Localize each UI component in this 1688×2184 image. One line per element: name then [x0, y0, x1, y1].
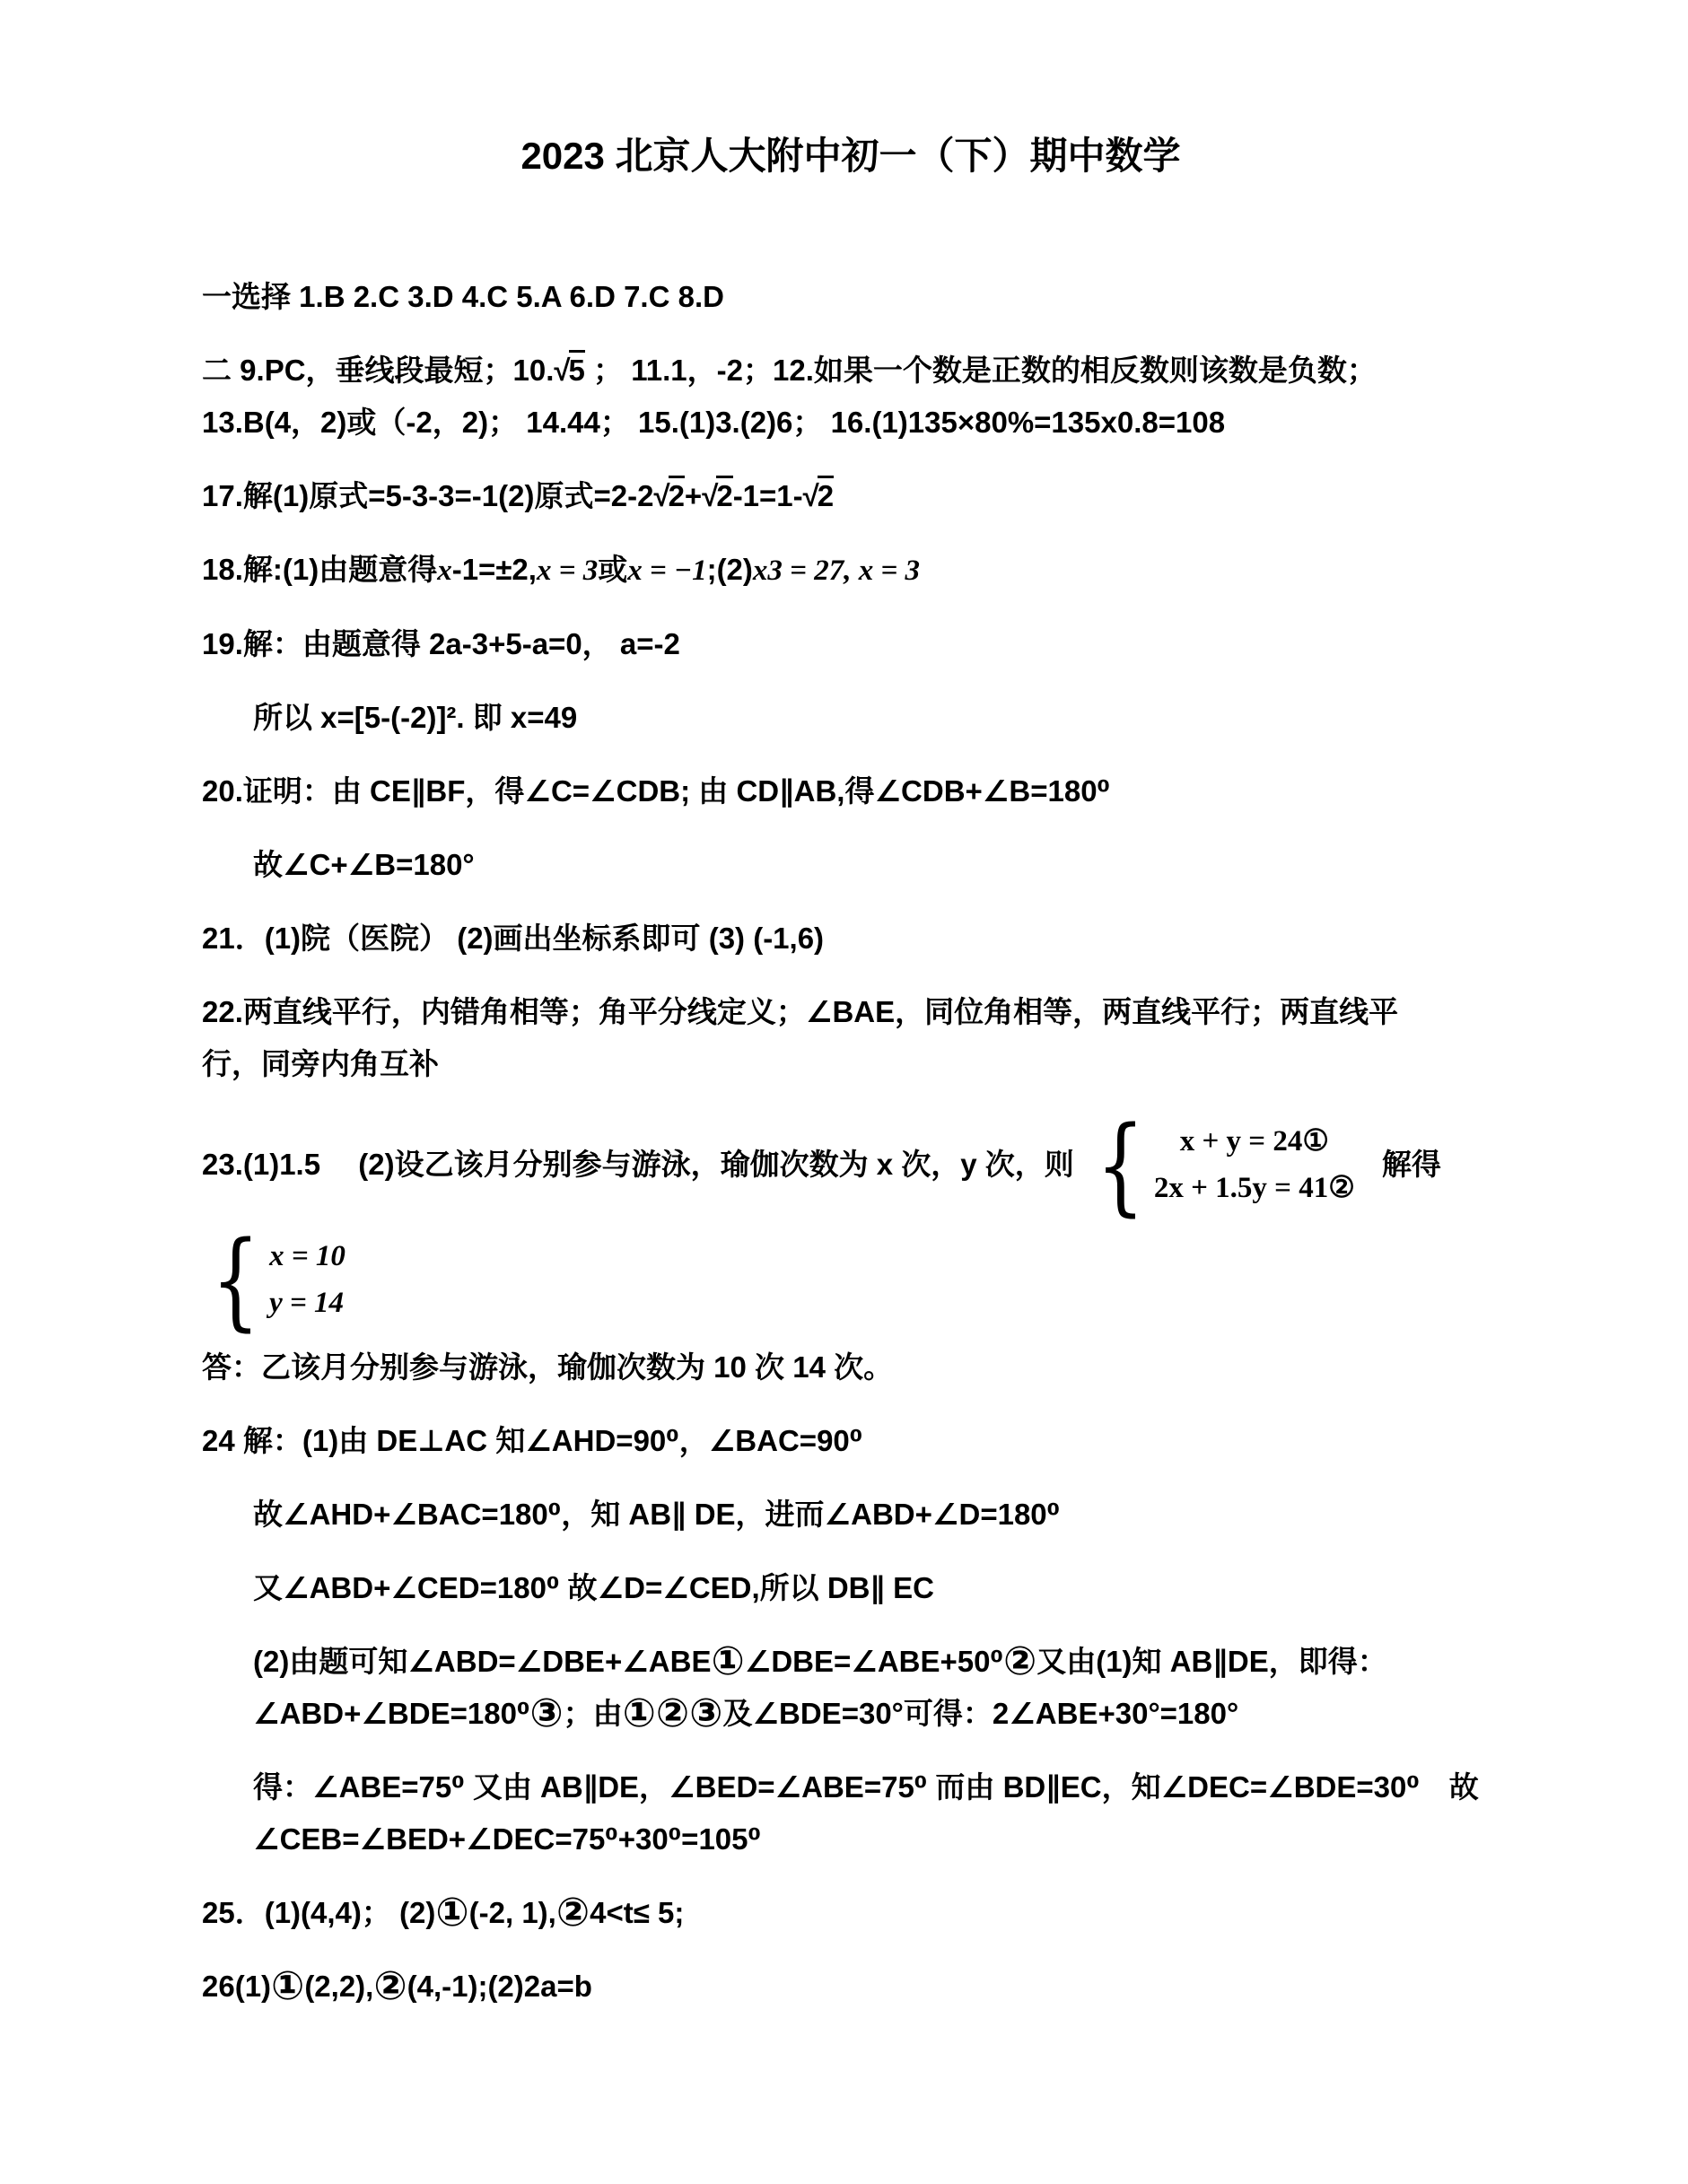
q26-text-c: (4,-1);(2)2a=b [407, 1970, 592, 2003]
q18-math-x3: x = 3 [536, 555, 599, 587]
q22-line-2 [202, 1038, 1500, 1090]
left-brace: { [1096, 1103, 1145, 1227]
q24-conclusion-block [253, 1761, 1500, 1865]
fill-line-2 [202, 397, 1500, 449]
q20-line-2 [253, 839, 1500, 891]
left-brace: { [211, 1218, 260, 1341]
q19-text-1: 19.解：由题意得 2a-3+5-a=0， a=-2 [202, 627, 680, 660]
q24-text-5a: ∠ABD+∠BDE=180⁰ [253, 1697, 530, 1730]
q22-line-1 [202, 986, 1500, 1038]
sqrt-sign: √ [702, 479, 719, 512]
q24-line-2 [253, 1489, 1500, 1541]
q25-line [202, 1887, 1500, 1939]
solution-system [202, 1218, 345, 1341]
q22-block [202, 986, 1500, 1090]
q20-text-2: 故∠C+∠B=180° [253, 848, 475, 881]
q23-answer-line [202, 1341, 1500, 1393]
q17-line [202, 470, 1500, 522]
q25-text-b: (-2, 1), [468, 1896, 556, 1929]
q24-part2-block [253, 1636, 1500, 1740]
q18-text-c: 或 [598, 553, 628, 586]
q24-text-7: ∠CEB=∠BED+∠DEC=75⁰+30⁰=105⁰ [253, 1822, 761, 1856]
equation-column [1154, 1118, 1355, 1211]
q24-line-4 [253, 1636, 1500, 1688]
q23-intro-text: 23.(1)1.5 (2)设乙该月分别参与游泳，瑜伽次数为 x 次，y 次，则 [202, 1148, 1074, 1181]
q24-line-7 [253, 1813, 1500, 1865]
equation-1: x + y = 24① [1179, 1125, 1329, 1158]
answer-choice-line [202, 271, 1500, 323]
sqrt-radicand: 2 [818, 476, 834, 512]
equation-system [1087, 1103, 1355, 1227]
q20-line-1 [202, 765, 1500, 817]
q24-line-5 [253, 1688, 1500, 1740]
q18-text-a: 18.解:(1)由题意得 [202, 553, 438, 586]
q17-text-b: + [684, 479, 703, 512]
q18-math-cube: x3 = 27, x = 3 [752, 555, 921, 587]
q19-text-2: 所以 x=[5-(-2)]². 即 x=49 [253, 701, 578, 734]
q18-text-b: -1=±2, [451, 553, 537, 586]
fill-line-2-text: 13.B(4，2)或（-2，2)； 14.44； 15.(1)3.(2)6； 16.(1)135×80%=135x0.8=108 [202, 406, 1226, 439]
solution-x: x = 10 [269, 1240, 345, 1272]
circled-2: ② [1002, 1639, 1037, 1683]
q24-text-5c: 及∠BDE=30°可得：2∠ABE+30°=180° [722, 1697, 1239, 1730]
sqrt-radicand: 2 [716, 476, 732, 512]
equation-2: 2x + 1.5y = 41② [1153, 1172, 1355, 1204]
fill-line-1-text-b: ； 11.1，-2；12.如果一个数是正数的相反数则该数是负数； [584, 354, 1377, 387]
circled-123: ①②③ [622, 1691, 723, 1735]
q18-math-x: x [437, 555, 452, 587]
solution-column [269, 1233, 345, 1326]
q24-line-1 [202, 1415, 1500, 1467]
circled-1: ① [711, 1639, 745, 1683]
sqrt-sign: √ [802, 479, 819, 512]
q18-text-d: ;(2) [706, 553, 753, 586]
q25-text-c: 4<t≤ 5; [590, 1896, 685, 1929]
q24-text-4c: 又由(1)知 AB∥DE，即得： [1036, 1645, 1387, 1678]
fill-line-1 [202, 345, 1500, 397]
q25-text-a: 25．(1)(4,4)； (2) [202, 1896, 436, 1929]
circled-2: ② [555, 1891, 590, 1935]
sqrt-sign: √ [554, 354, 571, 387]
doc-title: 2023 北京人大附中初一（下）期中数学 [520, 135, 1181, 177]
q18-line [202, 544, 1500, 597]
q23-answer-text: 答：乙该月分别参与游泳，瑜伽次数为 10 次 14 次。 [202, 1350, 894, 1384]
q24-text-1: 24 解：(1)由 DE⊥AC 知∠AHD=90⁰，∠BAC=90⁰ [202, 1424, 863, 1457]
q26-text-b: (2,2), [304, 1970, 374, 2003]
sqrt-radicand: 2 [669, 476, 685, 512]
q24-line-3 [253, 1562, 1500, 1614]
q22-text-2: 行，同旁内角互补 [202, 1047, 439, 1080]
q18-math-xneg1: x = −1 [627, 555, 707, 587]
q24-line-6 [253, 1761, 1500, 1813]
q23-solve-label: 解得 [1381, 1148, 1441, 1181]
q21-line [202, 913, 1500, 965]
q17-text-c: -1=1- [732, 479, 803, 512]
sqrt-sign: √ [653, 479, 670, 512]
circled-3: ③ [529, 1691, 564, 1735]
fill-line-1-text-a: 二 9.PC，垂线段最短；10. [202, 354, 555, 387]
q20-text-1: 20.证明：由 CE∥BF，得∠C=∠CDB; 由 CD∥AB,得∠CDB+∠B=180⁰ [202, 774, 1111, 808]
q24-text-5b: ；由 [563, 1697, 623, 1730]
q26-line [202, 1961, 1500, 2013]
q24-text-3: 又∠ABD+∠CED=180⁰ 故∠D=∠CED,所以 DB∥ EC [253, 1571, 935, 1604]
circled-2: ② [373, 1964, 407, 2008]
answer-fill-block [202, 345, 1500, 449]
q21-text: 21．(1)院（医院） (2)画出坐标系即可 (3) (-1,6) [202, 922, 825, 955]
q19-line-1 [202, 618, 1500, 670]
q26-text-a: 26(1) [202, 1970, 272, 2003]
q24-text-4a: (2)由题可知∠ABD=∠DBE+∠ABE [253, 1645, 712, 1678]
solution-y: y = 14 [269, 1287, 345, 1319]
circled-1: ① [271, 1964, 305, 2008]
circled-1: ① [435, 1891, 469, 1935]
sqrt-radicand: 5 [569, 350, 585, 387]
q23-solution-system [202, 1218, 1500, 1341]
q24-text-2: 故∠AHD+∠BAC=180⁰，知 AB∥ DE，进而∠ABD+∠D=180⁰ [253, 1498, 1061, 1531]
q23-line [202, 1103, 1500, 1227]
q22-text-1: 22.两直线平行，内错角相等；角平分线定义；∠BAE，同位角相等，两直线平行；两直线平 [202, 995, 1399, 1028]
q24-text-6: 得：∠ABE=75⁰ 又由 AB∥DE，∠BED=∠ABE=75⁰ 而由 BD∥EC，知∠DEC=∠BDE=30⁰ 故 [253, 1770, 1479, 1804]
q19-line-2 [253, 692, 1500, 744]
q24-text-4b: ∠DBE=∠ABE+50⁰ [744, 1645, 1003, 1678]
choice-answers-text: 一选择 1.B 2.C 3.D 4.C 5.A 6.D 7.C 8.D [202, 280, 724, 313]
q17-text-a: 17.解(1)原式=5-3-3=-1(2)原式=2-2 [202, 479, 654, 512]
